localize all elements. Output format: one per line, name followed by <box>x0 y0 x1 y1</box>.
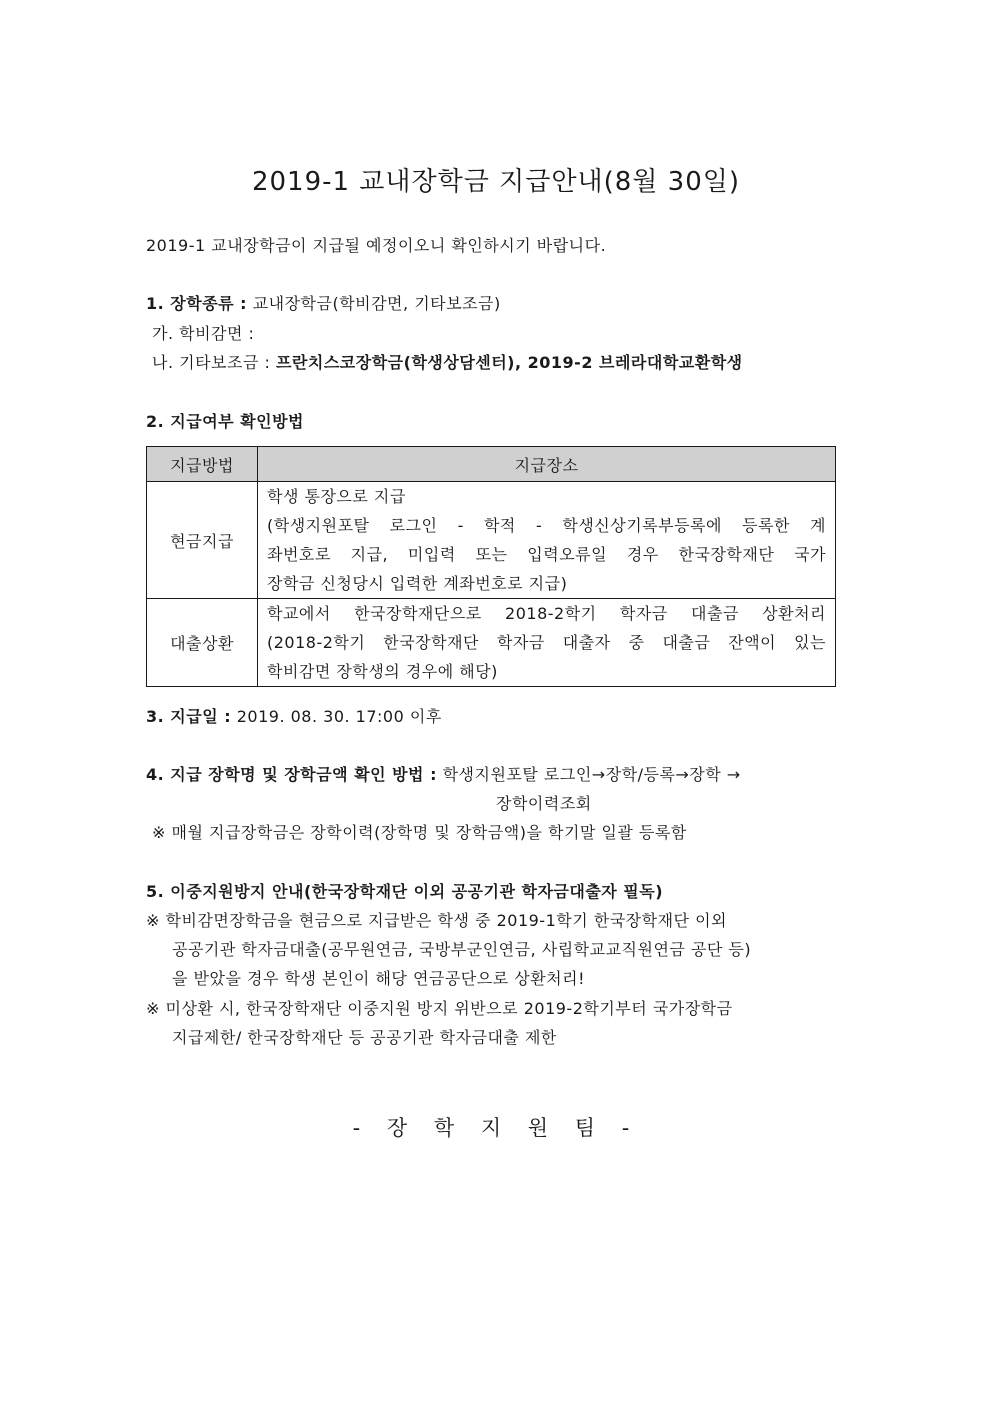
section5-heading: 5. 이중지원방지 안내(한국장학재단 이외 공공기관 학자금대출자 필독) <box>146 882 664 901</box>
section3-line <box>146 702 442 732</box>
section5-note2-line: 지급제한/ 한국장학재단 등 공공기관 학자금대출 제한 <box>172 1028 557 1047</box>
place-line: 장학금 신청당시 입력한 계좌번호로 지급) <box>267 574 568 593</box>
section5-note1-line: 공공기관 학자금대출(공무원연금, 국방부군인연금, 사립학교교직원연금 공단 등) <box>172 940 752 959</box>
place-line: 학비감면 장학생의 경우에 해당) <box>267 662 498 681</box>
section1-item-b-value: 프란치스코장학금(학생상담센터), 2019-2 브레라대학교환학생 <box>275 353 743 372</box>
section4-value-line2: 장학이력조회 <box>496 794 592 813</box>
table-header-method: 지급방법 <box>147 447 258 482</box>
place-line: 좌번호로 지급, 미입력 또는 입력오류일 경우 한국장학재단 국가 <box>267 545 826 564</box>
payment-method-table <box>146 446 836 687</box>
table-header-place: 지급장소 <box>258 447 836 482</box>
section5-note1-line: ※ 학비감면장학금을 현금으로 지급받은 학생 중 2019-1학기 한국장학재단 이외 <box>146 911 727 930</box>
place-line: 학생 통장으로 지급 <box>267 487 406 506</box>
section2-heading: 2. 지급여부 확인방법 <box>146 412 304 431</box>
section4-note: ※ 매월 지급장학금은 장학이력(장학명 및 장학금액)을 학기말 일괄 등록함 <box>152 823 687 842</box>
page-title: 2019-1 교내장학금 지급안내(8월 30일) <box>251 167 741 197</box>
table-cell-place <box>258 599 836 687</box>
section4-heading: 4. 지급 장학명 및 장학금액 확인 방법 : <box>146 765 437 784</box>
table-cell-method: 현금지급 <box>147 482 258 599</box>
place-line: (학생지원포탈 로그인 - 학적 - 학생신상기록부등록에 등록한 계 <box>267 516 826 535</box>
section5-note2-line: ※ 미상환 시, 한국장학재단 이중지원 방지 위반으로 2019-2학기부터 국가장학금 <box>146 999 733 1018</box>
section3-heading: 3. 지급일 : <box>146 707 232 726</box>
footer-team: - 장 학 지 원 팀 - <box>352 1116 640 1140</box>
section1-heading: 1. 장학종류 : <box>146 294 248 313</box>
section1-value: 교내장학금(학비감면, 기타보조금) <box>252 294 501 313</box>
intro-text: 2019-1 교내장학금이 지급될 예정이오니 확인하시기 바랍니다. <box>146 236 607 255</box>
section1-item-b <box>152 348 743 378</box>
section4-value-line1: 학생지원포탈 로그인→장학/등록→장학 → <box>442 765 741 784</box>
section5-note1-line: 을 받았을 경우 학생 본인이 해당 연금공단으로 상환처리! <box>172 969 586 988</box>
table-header-row <box>147 447 836 482</box>
section1-line <box>146 289 501 319</box>
section1-item-b-label: 나. 기타보조금 : <box>152 353 271 372</box>
section1-item-a: 가. 학비감면 : <box>152 324 255 343</box>
section4-line <box>146 760 741 790</box>
place-line: (2018-2학기 한국장학재단 학자금 대출자 중 대출금 잔액이 있는 <box>267 633 826 652</box>
place-line: 학교에서 한국장학재단으로 2018-2학기 학자금 대출금 상환처리 <box>267 604 826 623</box>
section3-value: 2019. 08. 30. 17:00 이후 <box>236 707 442 726</box>
table-cell-method: 대출상환 <box>147 599 258 687</box>
table-row <box>147 599 836 687</box>
table-cell-place <box>258 482 836 599</box>
table-row <box>147 482 836 599</box>
